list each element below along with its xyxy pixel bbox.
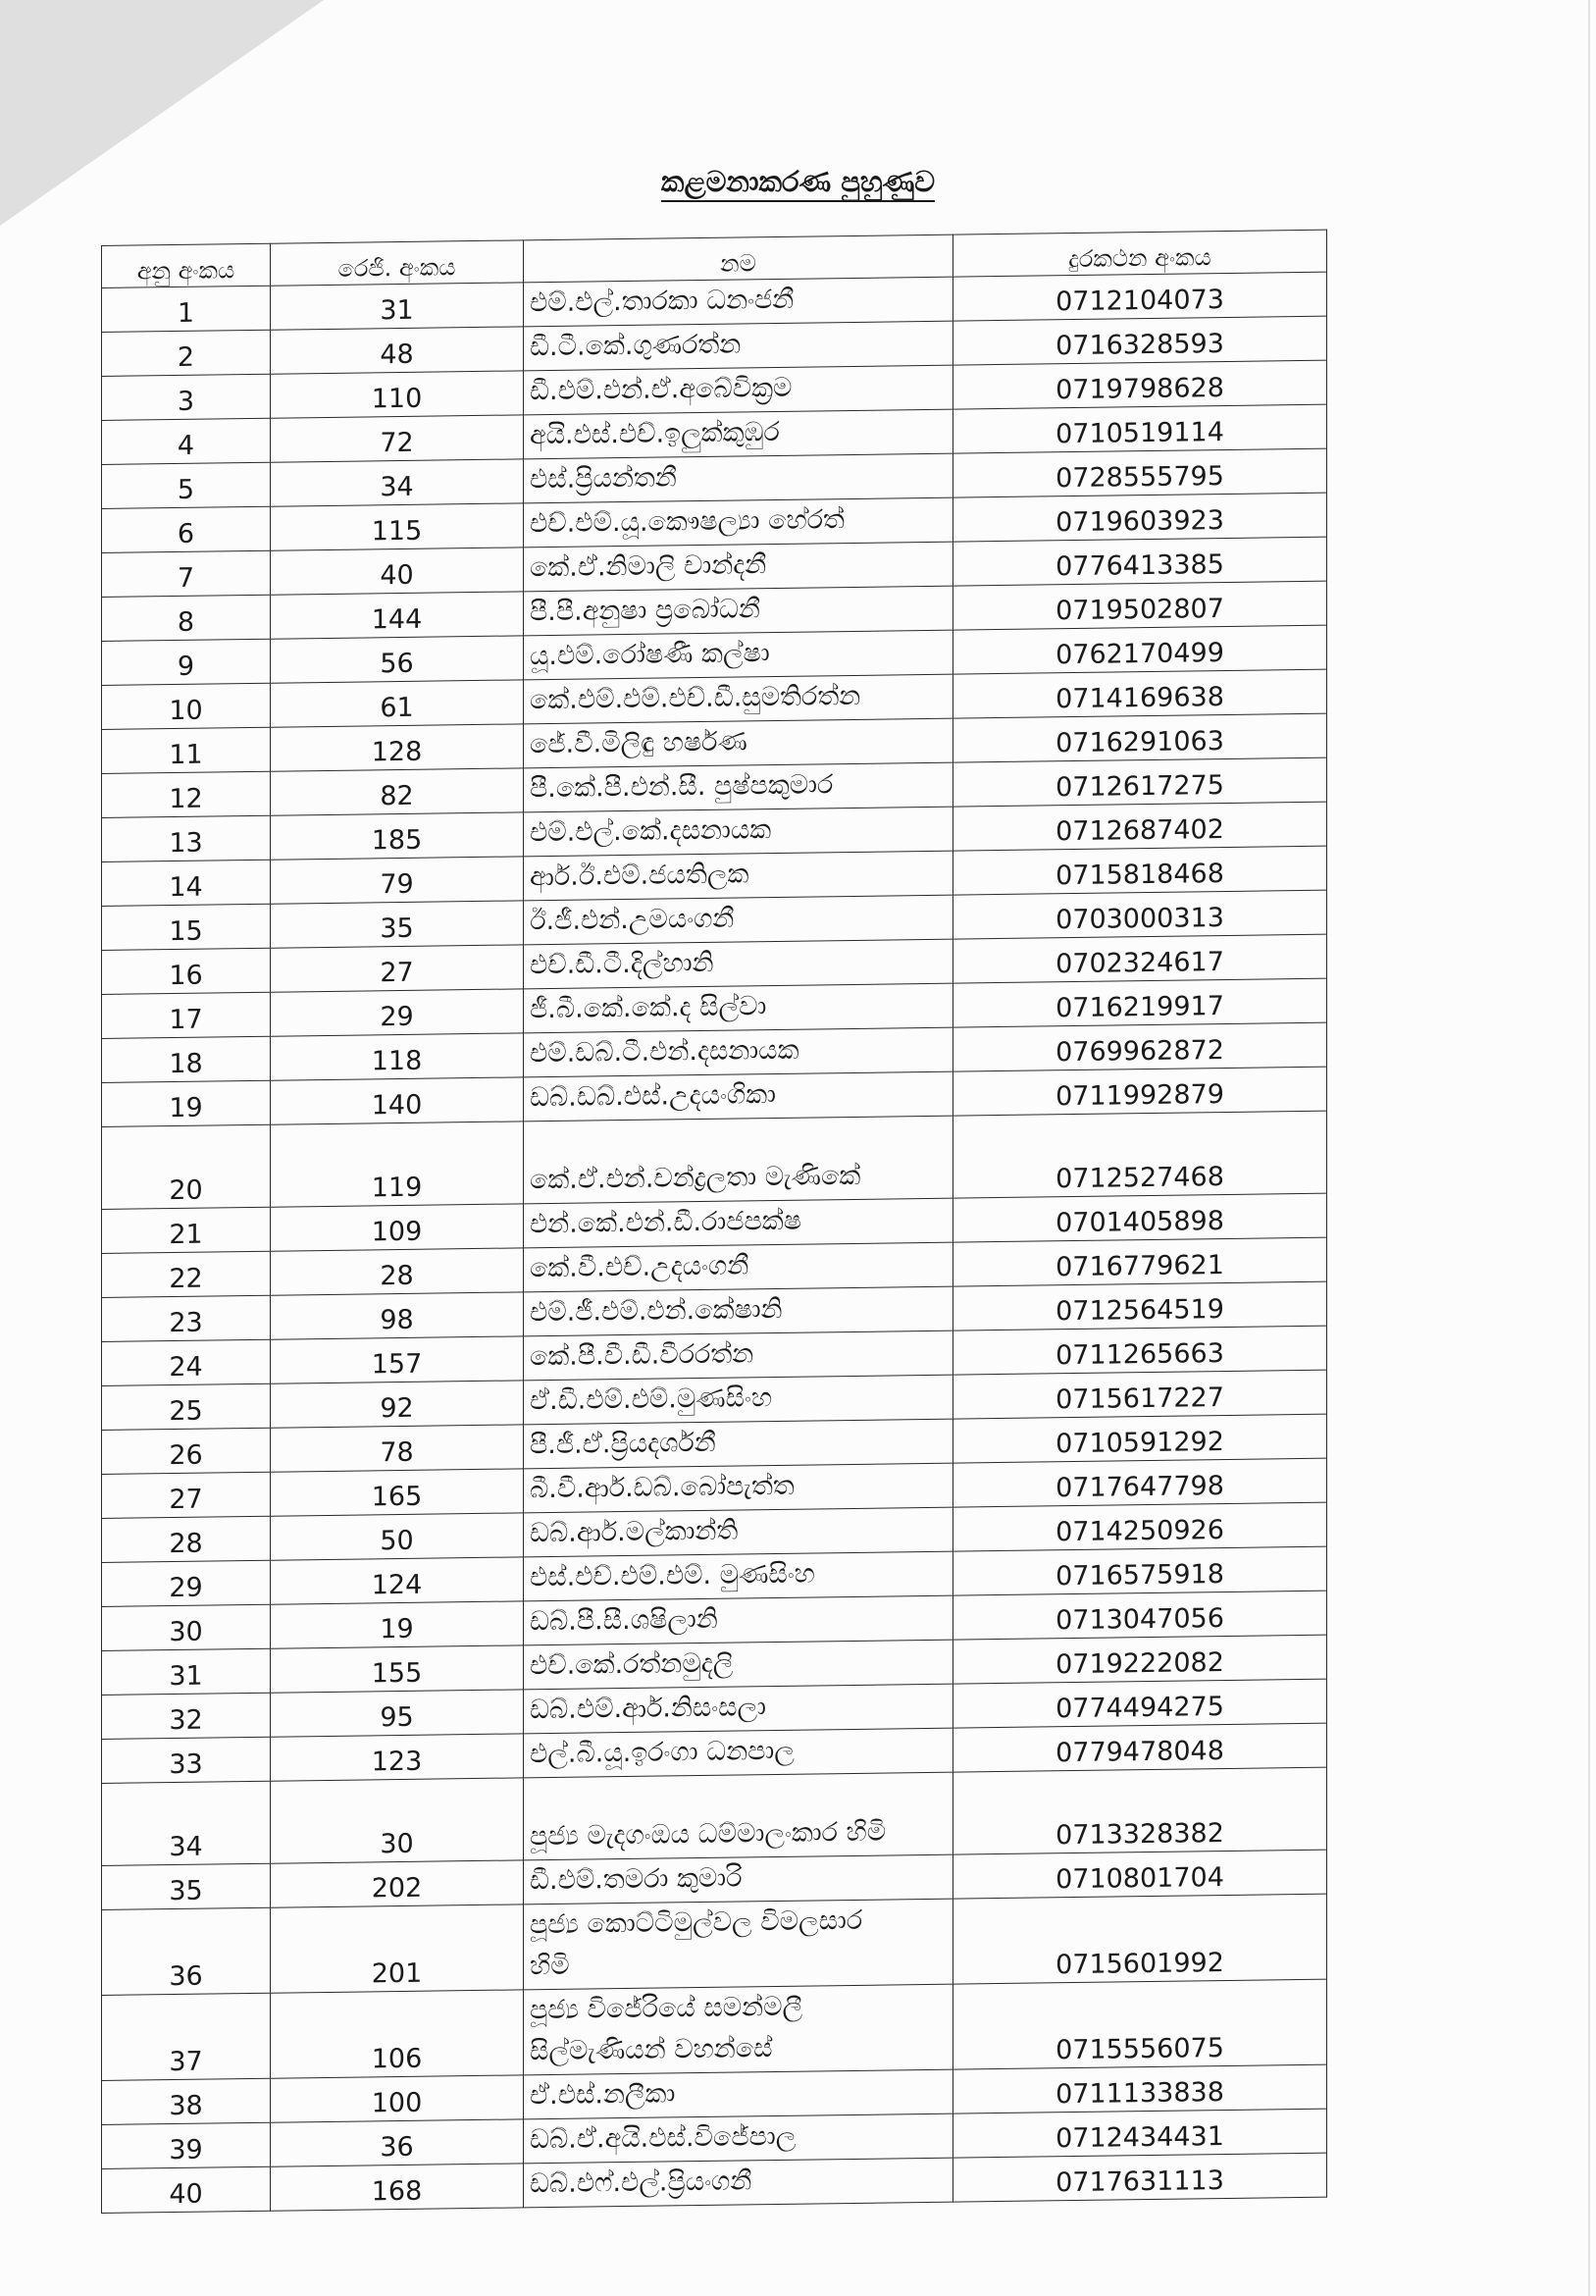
reg-cell: 165 [271,1469,524,1516]
phone-cell: 0719798628 [953,360,1327,409]
phone-cell: 0703000313 [953,890,1327,939]
reg-cell: 19 [271,1601,524,1648]
serial-cell: 8 [102,595,271,641]
name-line-2: හිමි [530,1950,570,1982]
participants-table [101,230,1327,2214]
phone-cell: 0711265663 [953,1326,1327,1375]
serial-cell: 13 [102,815,271,861]
serial-cell: 14 [102,860,271,906]
name-cell: එම්.එල්.තාරකා ධනංජනී [524,277,953,327]
name-line-2: සිල්මැණියන් වහන්සේ [530,2033,773,2067]
reg-cell: 157 [271,1336,524,1383]
reg-cell: 28 [271,1248,524,1295]
name-cell: පී.ජී.ඒ.ප්‍රියදර්ශනී [524,1419,953,1469]
phone-cell: 0714169638 [953,669,1327,718]
serial-cell: 12 [102,771,271,817]
phone-cell: 0712434431 [953,2109,1327,2158]
serial-cell: 20 [102,1124,271,1209]
reg-cell: 185 [271,812,524,860]
name-cell: එස්.ප්‍රියන්තනී [524,453,953,503]
serial-cell: 29 [102,1560,271,1606]
phone-cell: 0716291063 [953,713,1327,762]
name-cell: පී.පී.අනුෂා ප්‍රබෝධනී [524,586,953,636]
serial-cell: 5 [102,462,271,508]
header-serial-no: අනු අංකය [102,243,271,287]
serial-cell: 1 [102,286,271,332]
name-cell: ඩී.එම්.එන්.ඒ.අබේවික්‍රම [524,365,953,415]
reg-cell: 78 [271,1425,524,1472]
phone-cell: 0713328382 [953,1767,1327,1854]
reg-cell: 29 [271,989,524,1036]
phone-cell: 0711992879 [953,1067,1327,1116]
phone-cell: 0719603923 [953,493,1327,542]
header-reg-no: රෙජි. අංකය [271,240,524,286]
phone-cell: 0719222082 [953,1635,1327,1684]
reg-cell: 128 [271,724,524,771]
serial-cell: 4 [102,418,271,464]
serial-cell: 40 [102,2166,271,2213]
phone-cell: 0715617227 [953,1370,1327,1419]
reg-cell: 106 [271,1990,524,2078]
name-cell: ඩබ්.පී.සී.ශෂිලානි [524,1595,953,1645]
name-cell: එච්.එම්.යූ.කෞෂල්‍යා හේරත් [524,497,953,548]
page-edge [1588,0,1590,2296]
reg-cell: 48 [271,327,524,374]
serial-cell: 26 [102,1428,271,1474]
serial-cell: 28 [102,1516,271,1562]
serial-cell: 21 [102,1207,271,1253]
phone-cell: 0713047056 [953,1591,1327,1640]
reg-cell: 36 [271,2119,524,2166]
reg-cell: 72 [271,415,524,462]
document-title-text: කළමනාකරණ පුහුණුව [661,165,935,202]
name-cell: ඒ.ඩී.එම්.එම්.මුණසිංහ [524,1375,953,1425]
phone-cell: 0716575918 [953,1546,1327,1595]
name-cell: ජේ.වී.මිලිඳු හර්ෂණ [524,718,953,768]
name-cell: ඩබ්.ඩබ්.එස්.උදයංගිකා [524,1071,953,1122]
name-cell: ඩබ්.එෆ්.එල්.ප්‍රියංගනී [524,2158,953,2208]
phone-cell: 0715556075 [953,1979,1327,2069]
table-row [102,1111,1327,1209]
phone-cell: 0712617275 [953,757,1327,807]
name-cell: කේ.වී.එච්.උදයංගනී [524,1242,953,1292]
name-cell: ඩී.එම්.තමරා කුමාරි [524,1854,953,1905]
name-cell: ඩී.ටී.කේ.ගුණරත්න [524,321,953,371]
serial-cell: 10 [102,683,271,729]
serial-cell: 33 [102,1737,271,1783]
name-cell: එල්.බී.යූ.ඉරංගා ධනපාල [524,1728,953,1778]
name-cell: එම්.ඩබ්.ටී.එන්.දසනායක [524,1027,953,1077]
phone-cell: 0712104073 [953,272,1327,321]
phone-cell: 0728555795 [953,448,1327,497]
phone-cell: 0774494275 [953,1679,1327,1728]
name-cell: කේ.ඒ.නිමාලි චාන්දනී [524,542,953,592]
phone-cell: 0711133838 [953,2064,1327,2113]
header-name: නම [524,235,953,283]
name-cell: එච්.ඩී.ටී.දිල්හානි [524,939,953,989]
reg-cell: 95 [271,1690,524,1737]
name-cell: කේ.පී.වී.ඩී.වීරරත්න [524,1331,953,1381]
name-cell: යූ.එම්.රෝෂණී කල්ෂා [524,630,953,680]
reg-cell: 30 [271,1778,524,1863]
name-line-1: පූජ්‍ය කොට්ටිමුල්වල විමලසාර [530,1905,863,1941]
serial-cell: 2 [102,330,271,376]
reg-cell: 100 [271,2075,524,2122]
serial-cell: 22 [102,1251,271,1297]
phone-cell: 0779478048 [953,1723,1327,1772]
reg-cell: 144 [271,592,524,639]
reg-cell: 79 [271,857,524,904]
phone-cell: 0710519114 [953,404,1327,453]
serial-cell: 36 [102,1907,271,1995]
phone-cell: 0716779621 [953,1237,1327,1286]
name-cell: එම්.එල්.කේ.දසනායක [524,807,953,857]
phone-cell: 0712687402 [953,802,1327,851]
name-cell: ඩබ්.එම්.ආර්.නිසංසලා [524,1684,953,1734]
name-cell [524,1899,953,1990]
serial-cell: 27 [102,1472,271,1518]
reg-cell: 61 [271,680,524,727]
phone-cell: 0712564519 [953,1281,1327,1331]
reg-cell: 115 [271,503,524,550]
reg-cell: 201 [271,1905,524,1993]
name-cell: එස්.එච්.එම්.එම්. මුණසිංහ [524,1551,953,1601]
name-cell: එච්.කේ.රත්නමුදලි [524,1640,953,1690]
header-phone: දුරකථන අංකය [953,230,1327,277]
reg-cell: 31 [271,283,524,330]
name-cell: ඩබ්.ආර්.මල්කාන්ති [524,1507,953,1557]
reg-cell: 98 [271,1292,524,1339]
name-cell: ඒ.එස්.නලීකා [524,2069,953,2119]
name-cell: කේ.එම්.එම්.එච්.ඩී.සුමතිරත්න [524,674,953,724]
name-line-1: පූජ්‍ය විජේරියේ සමන්මලී [530,1991,803,2026]
serial-cell: 34 [102,1781,271,1865]
serial-cell: 24 [102,1339,271,1385]
serial-cell: 18 [102,1036,271,1082]
phone-cell: 0776413385 [953,537,1327,586]
serial-cell: 16 [102,948,271,994]
reg-cell: 92 [271,1381,524,1428]
name-cell: බී.වී.ආර්.ඩබ්.බෝපැත්ත [524,1463,953,1513]
reg-cell: 140 [271,1077,524,1124]
phone-cell: 0702324617 [953,934,1327,983]
serial-cell: 39 [102,2122,271,2168]
serial-cell: 6 [102,506,271,552]
serial-cell: 38 [102,2078,271,2124]
phone-cell: 0712527468 [953,1111,1327,1198]
serial-cell: 35 [102,1863,271,1909]
reg-cell: 82 [271,768,524,815]
phone-cell: 0714250926 [953,1502,1327,1551]
table-row [102,1767,1327,1865]
reg-cell: 202 [271,1860,524,1907]
serial-cell: 17 [102,992,271,1038]
reg-cell: 123 [271,1734,524,1781]
serial-cell: 15 [102,904,271,950]
phone-cell: 0716219917 [953,978,1327,1027]
phone-cell: 0710591292 [953,1414,1327,1463]
reg-cell: 109 [271,1204,524,1251]
name-cell: ඩබ්.ඒ.අයි.එස්.විජේපාල [524,2113,953,2164]
serial-cell: 37 [102,1993,271,2080]
table-row [102,1894,1327,1995]
name-cell: කේ.ඒ.එන්.චන්ද්‍රලතා මැණිකේ [524,1116,953,1204]
serial-cell: 7 [102,550,271,597]
reg-cell: 40 [271,548,524,595]
name-cell [524,1984,953,2075]
phone-cell: 0717647798 [953,1458,1327,1507]
reg-cell: 110 [271,371,524,418]
phone-cell: 0701405898 [953,1193,1327,1242]
serial-cell: 32 [102,1693,271,1739]
reg-cell: 27 [271,945,524,992]
name-cell: එම්.ජී.එම්.එන්.කේෂානි [524,1286,953,1336]
reg-cell: 124 [271,1557,524,1604]
phone-cell: 0710801704 [953,1850,1327,1899]
reg-cell: 56 [271,636,524,683]
serial-cell: 3 [102,374,271,420]
name-cell: අයි.එස්.එච්.ඉලුක්කුඹුර [524,409,953,459]
name-cell: ඊ.ජී.එන්.උමයංගනී [524,895,953,945]
reg-cell: 35 [271,901,524,948]
phone-cell: 0715601992 [953,1894,1327,1984]
reg-cell: 34 [271,459,524,506]
serial-cell: 30 [102,1604,271,1650]
serial-cell: 31 [102,1648,271,1695]
name-cell: පූජ්‍ය මැදගංඔය ධම්මාලංකාර හිමි [524,1772,953,1860]
serial-cell: 23 [102,1295,271,1341]
phone-cell: 0717631113 [953,2153,1327,2202]
name-cell: ආර්.ඊ.එම්.ජයතිලක [524,851,953,901]
table-row [102,1979,1327,2080]
phone-cell: 0719502807 [953,581,1327,630]
phone-cell: 0715818468 [953,846,1327,895]
serial-cell: 9 [102,639,271,685]
serial-cell: 19 [102,1080,271,1126]
reg-cell: 118 [271,1033,524,1080]
name-cell: ජී.බී.කේ.කේ.ද සිල්වා [524,983,953,1033]
name-cell: පී.කේ.පී.එන්.සී. පුෂ්පකුමාර [524,762,953,812]
reg-cell: 119 [271,1122,524,1207]
document-title [0,165,1596,199]
phone-cell: 0762170499 [953,625,1327,674]
serial-cell: 25 [102,1383,271,1430]
reg-cell: 155 [271,1645,524,1693]
phone-cell: 0769962872 [953,1022,1327,1071]
reg-cell: 168 [271,2164,524,2211]
phone-cell: 0716328593 [953,316,1327,365]
serial-cell: 11 [102,727,271,773]
name-cell: එන්.කේ.එන්.ඩී.රාජපක්ෂ [524,1198,953,1248]
reg-cell: 50 [271,1513,524,1560]
